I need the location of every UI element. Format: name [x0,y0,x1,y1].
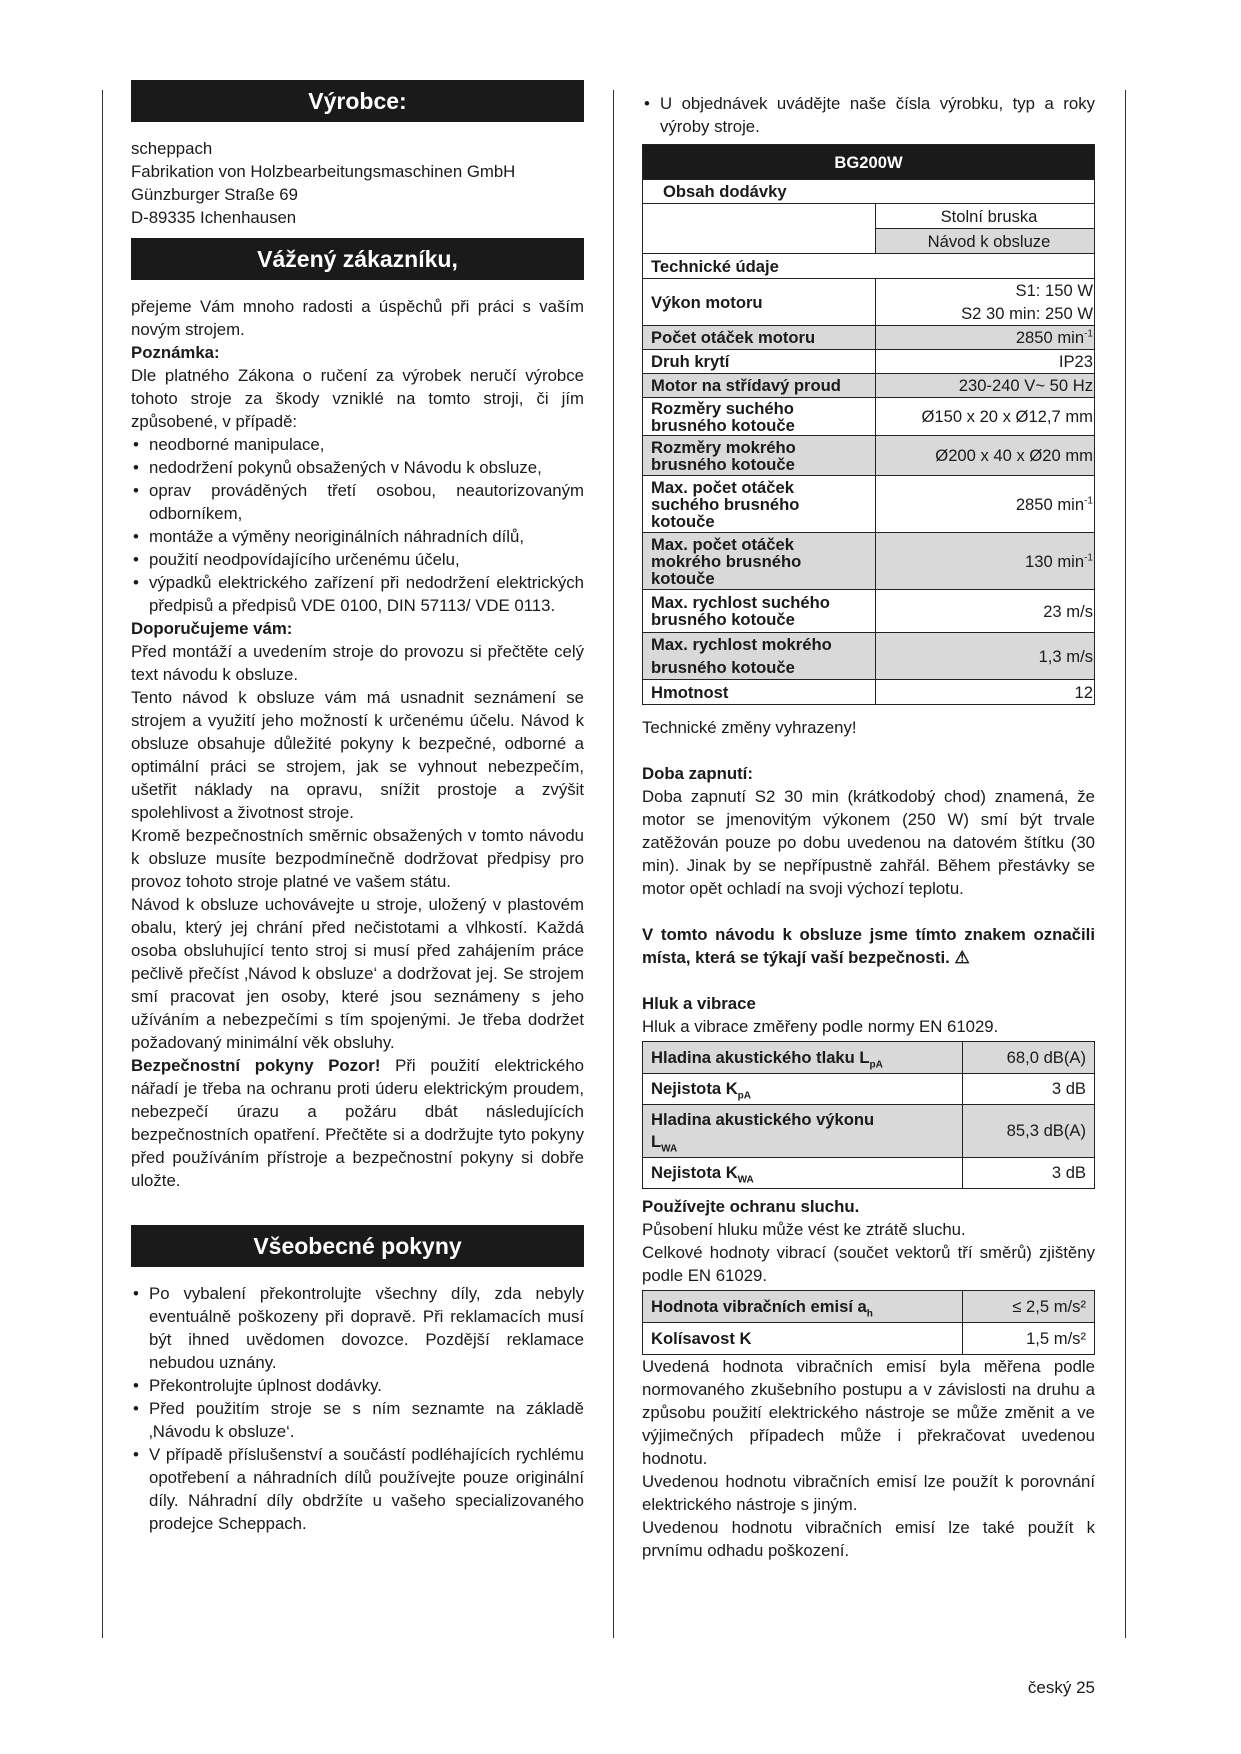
list-item: • Po vybalení překontrolujte všechny díly, zda nebyly eventuálně poškozeny při dopravě. Při reklamacích musí být ihned uvědomen dovozce. Pozdější reklamace nebudou uznány. [131,1282,584,1374]
vibration-table [642,1290,1095,1355]
list-item: • montáže a výměny neoriginálních náhradních dílů, [131,525,584,548]
vib-uncertainty-label: Kolísavost K [643,1323,963,1355]
emission-value: ≤ 2,5 m/s² [963,1291,1095,1323]
list-item: • Před použitím stroje se s ním seznamte na základě ‚Návodu k obsluze‘. [131,1397,584,1443]
paragraph: Uvedená hodnota vibračních emisí byla měřena podle normovaného zkušebního postupu a v závislosti na druhu a způsobu použití elektrického nástroje se může změnit a ve výjimečných případech může i překračovat uvedenou hodnotu. [642,1357,1095,1468]
address-line: Fabrikation von Holzbearbeitungsmaschinen GmbH [131,162,516,181]
paragraph: Před montáží a uvedením stroje do provozu si přečtěte celý text návodu k obsluze. [131,642,584,684]
noise-table [642,1041,1095,1189]
duty-text: Doba zapnutí S2 30 min (krátkodobý chod) znamená, že motor se jmenovitým výkonem (250 W) smí být trvale zatěžován pouze po dobu uvedenou na datovém štítku (30 min). Jinak by se nepřípustně zahřál. Během přestávky se motor opět ochladí na svoji výchozí teplotu. [642,787,1095,898]
left-column [131,80,584,1535]
paragraph: Návod k obsluze uchovávejte u stroje, uložený v plastovém obalu, který jej chrání před nečistotami a vlhkostí. Každá osoba obsluhující tento stroj si musí před zahájením práce pečlivě přečíst ‚Návod k obsluze‘ a dodržovat jej. Se strojem smí pracovat jen osoby, které jsou seznámeny s jeho užíváním a nebezpečími s tím spojenými. Je třeba dodržet požadovaný minimální věk obsluhy. [131,895,584,1052]
noise-label: Hluk a vibrace [642,994,756,1013]
delivery-item: Návod k obsluze [876,229,1095,254]
power-label: Výkon motoru [643,279,876,326]
right-column [642,92,1095,1562]
paragraph: Kromě bezpečnostních směrnic obsažených v tomto návodu k obsluze musíte bezpodmínečně dodržovat předpisy pro provoz tohoto stroje platné ve vašem státu. [131,826,584,891]
recommend-label: Doporučujeme vám: [131,619,293,638]
list-item: • použití neodpovídajícího určenému účelu, [131,548,584,571]
order-list [642,92,1095,138]
center-divider-line [613,90,614,1638]
power-s2: S2 30 min: 250 W [961,304,1093,323]
wet-dim-value: Ø200 x 40 x Ø20 mm [876,436,1095,476]
vib-uncertainty-value: 1,5 m/s² [963,1323,1095,1355]
dry-dim-value: Ø150 x 20 x Ø12,7 mm [876,398,1095,436]
spec-model: BG200W [643,145,1095,180]
sound-power-label: Hladina akustického výkonu $L_{WA}$ [643,1105,963,1158]
wet-vel-value: 1,3 m/s [876,633,1095,680]
dry-speed-value: 2850 $\min^{-1}$ [876,476,1095,533]
address-line: D-89335 Ichenhausen [131,208,297,227]
manufacturer-heading: Výrobce: [131,80,584,122]
weight-label: Hmotnost [643,680,876,705]
wet-dim-label: Rozměry mokrého brusného kotouče [643,436,876,476]
pressure-value: 68,0 dB(A) [963,1042,1095,1074]
spec-empty-cell [643,204,876,254]
address-line: scheppach [131,139,213,158]
delivery-label: Obsah dodávky [643,180,1095,204]
uncertainty-value: 3 dB [963,1158,1095,1189]
duty-label: Doba zapnutí: [642,764,753,783]
paragraph: Tento návod k obsluze vám má usnadnit seznámení se strojem a využití jeho možností k určenému účelu. Návod k obsluze obsahuje důležité pokyny k bezpečné, odborné a optimální práci se strojem, jak se vyhnout nebezpečím, ušetřit náklady na opravu, snížit prostoje a zvýšit spolehlivost a životnost stroje. [131,688,584,822]
note-label: Poznámka: [131,343,220,362]
list-item: • V případě příslušenství a součástí podléhajících rychlému opotřebení a náhradních dílů používejte pouze originální díly. Náhradní díly obdržíte u vašeho specializovaného prodejce Scheppach. [131,1443,584,1535]
left-margin-line [102,90,103,1638]
customer-heading: Vážený zákazníku, [131,238,584,280]
spec-table [642,144,1095,705]
emission-label: Hodnota vibračních emisí $a_h$ [643,1291,963,1323]
weight-value: 12 [876,680,1095,705]
ac-label: Motor na střídavý proud [643,374,876,398]
note-text: Dle platného Zákona o ručení za výrobek neručí výrobce tohoto stroje za škody vzniklé na tomto stroji, či jím způsobené, v případě: [131,366,584,431]
paragraph: Uvedenou hodnotu vibračních emisí lze použít k porovnání elektrického nástroje s jiným. [642,1472,1095,1514]
note-list [131,433,584,617]
list-item: • U objednávek uvádějte naše čísla výrobku, typ a roky výroby stroje. [642,92,1095,138]
delivery-item: Stolní bruska [876,204,1095,229]
wet-speed-value: 130 $\min^{-1}$ [876,533,1095,590]
general-heading: Všeobecné pokyny [131,1225,584,1267]
dry-speed-label: Max. počet otáček suchého brusného kotouče [643,476,876,533]
right-margin-line [1125,90,1126,1638]
pressure-label: Hladina akustického tlaku $L_{pA}$ [643,1042,963,1074]
safety-paragraph [131,1054,584,1192]
list-item: • nedodržení pokynů obsažených v Návodu k obsluze, [131,456,584,479]
safety-mark-paragraph [642,923,1095,969]
uncertainty-label: Nejistota $K_{WA}$ [643,1158,963,1189]
general-list [131,1282,584,1535]
list-item: • oprav prováděných třetí osobou, neautorizovaným odborníkem, [131,479,584,525]
page-number: český 25 [1027,1678,1095,1697]
hearing-text: Působení hluku může vést ke ztrátě sluchu. [642,1220,966,1239]
list-item: • výpadků elektrického zařízení při nedodržení elektrických předpisů a předpisů VDE 0100, DIN 57113/ VDE 0113. [131,571,584,617]
list-item: • Překontrolujte úplnost dodávky. [131,1374,584,1397]
changes-text: Technické změny vyhrazeny! [642,718,857,737]
ac-value: 230-240 V~ 50 Hz [876,374,1095,398]
safety-text: Při použití elektrického nářadí je třeba na ochranu proti úderu elektrickým proudem, nebezpečí úrazu a požáru dbát následujících bezpečnostních opatření. Přečtěte si a dodržujte tyto pokyny před používáním přístroje a bezpečnostní pokyny si dobře uložte. [131,1056,585,1190]
paragraph: Uvedenou hodnotu vibračních emisí lze také použít k prvnímu odhadu poškození. [642,1518,1095,1560]
dry-vel-label: Max. rychlost suchého brusného kotouče [643,590,876,633]
list-item: • neodborné manipulace, [131,433,584,456]
warning-triangle-icon: ⚠ [954,948,970,967]
power-s1: S1: 150 W [1015,281,1093,300]
vibration-intro: Celkové hodnoty vibrací (součet vektorů tří směrů) zjištěny podle EN 61029. [642,1243,1095,1285]
hearing-label: Používejte ochranu sluchu. [642,1197,860,1216]
safety-mark-text: V tomto návodu k obsluze jsme tímto znakem označili místa, která se týkají vaší bezpečnosti. [642,925,1095,967]
uncertainty-value: 3 dB [963,1074,1095,1105]
protection-value: IP23 [876,350,1095,374]
wet-vel-label: Max. rychlost mokrého brusného kotouče [643,633,876,680]
manufacturer-address [131,137,584,229]
tech-label: Technické údaje [643,254,1095,279]
address-line: Günzburger Straße 69 [131,185,298,204]
speed-label: Počet otáček motoru [643,326,876,350]
dry-dim-label: Rozměry suchého brusného kotouče [643,398,876,436]
power-value [876,279,1095,326]
wet-speed-label: Max. počet otáček mokrého brusného kotouče [643,533,876,590]
uncertainty-label: Nejistota $K_{pA}$ [643,1074,963,1105]
protection-label: Druh krytí [643,350,876,374]
noise-text: Hluk a vibrace změřeny podle normy EN 61029. [642,1017,999,1036]
intro-text: přejeme Vám mnoho radosti a úspěchů při práci s vaším novým strojem. [131,297,584,339]
sound-power-value: 85,3 dB(A) [963,1105,1095,1158]
dry-vel-value: 23 m/s [876,590,1095,633]
speed-value: 2850 $\min^{-1}$ [876,326,1095,350]
safety-label: Bezpečnostní pokyny Pozor! [131,1056,381,1075]
